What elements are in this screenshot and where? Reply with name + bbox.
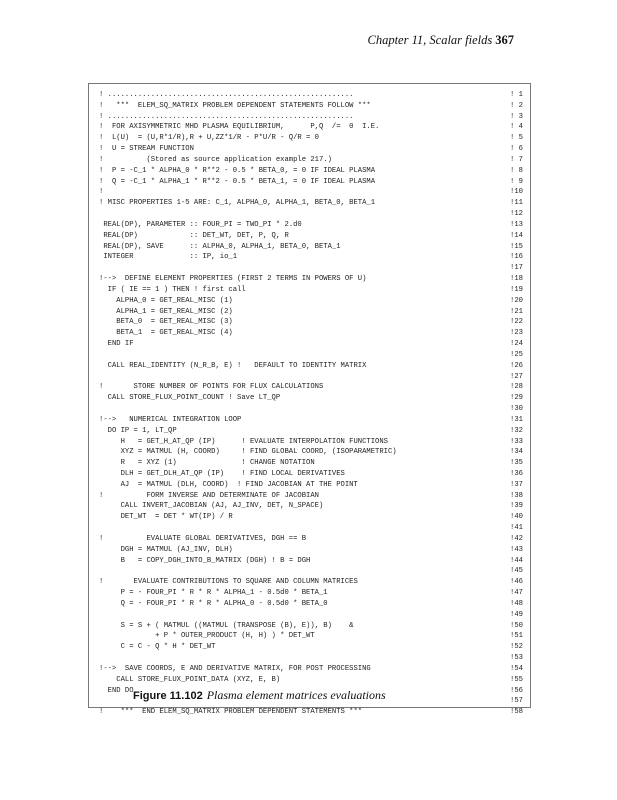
code-text: ! — [99, 188, 104, 197]
code-line — [99, 501, 529, 512]
line-number: !11 — [510, 199, 523, 208]
line-number: !23 — [510, 329, 523, 338]
line-number: !17 — [510, 264, 523, 273]
code-text: ! *** ELEM_SQ_MATRIX PROBLEM DEPENDENT STATEMENTS FOLLOW *** — [99, 101, 371, 110]
code-line — [99, 534, 529, 545]
code-line — [99, 404, 529, 415]
line-number: ! 2 — [510, 101, 523, 110]
code-text: S = S + ( MATMUL ((MATMUL (TRANSPOSE (B), E)), B) & — [99, 621, 354, 630]
code-line — [99, 263, 529, 274]
line-number: !54 — [510, 664, 523, 673]
line-number: !57 — [510, 697, 523, 706]
code-line — [99, 588, 529, 599]
code-line — [99, 545, 529, 556]
code-text: ALPHA_0 = GET_REAL_MISC (1) — [99, 296, 233, 305]
line-number: ! 9 — [510, 177, 523, 186]
code-line — [99, 426, 529, 437]
line-number: !43 — [510, 545, 523, 554]
line-number: !32 — [510, 426, 523, 435]
line-number: !29 — [510, 394, 523, 403]
line-number: !18 — [510, 275, 523, 284]
code-line — [99, 144, 529, 155]
line-number: !37 — [510, 480, 523, 489]
code-text: INTEGER :: IP, io_1 — [99, 253, 238, 262]
line-number: !35 — [510, 459, 523, 468]
page-number: 367 — [495, 33, 514, 47]
code-line — [99, 480, 529, 491]
code-text: !--> NUMERICAL INTEGRATION LOOP — [99, 415, 242, 424]
line-number: !48 — [510, 599, 523, 608]
line-number: !58 — [510, 708, 523, 717]
code-line — [99, 122, 529, 133]
line-number: !20 — [510, 296, 523, 305]
code-line — [99, 566, 529, 577]
code-line — [99, 220, 529, 231]
line-number: !12 — [510, 210, 523, 219]
code-line — [99, 187, 529, 198]
line-number: !26 — [510, 361, 523, 370]
line-number: !53 — [510, 654, 523, 663]
code-text: ! ......................................................... — [99, 112, 354, 121]
code-line — [99, 372, 529, 383]
code-text: ! FORM INVERSE AND DETERMINATE OF JACOBIAN — [99, 491, 319, 500]
code-text: DLH = GET_DLH_AT_QP (IP) ! FIND LOCAL DERIVATIVES — [99, 469, 345, 478]
line-number: !36 — [510, 469, 523, 478]
code-text: CALL STORE_FLUX_POINT_COUNT ! Save LT_QP — [99, 394, 281, 403]
line-number: !34 — [510, 448, 523, 457]
code-text: !--> DEFINE ELEMENT PROPERTIES (FIRST 2 TERMS IN POWERS OF U) — [99, 275, 367, 284]
code-line — [99, 437, 529, 448]
line-number: !52 — [510, 643, 523, 652]
line-number: ! 1 — [510, 91, 523, 99]
code-text: ! *** END ELEM_SQ_MATRIX PROBLEM DEPENDENT STATEMENTS *** — [99, 708, 363, 717]
line-number: !19 — [510, 285, 523, 294]
code-line — [99, 458, 529, 469]
code-text: + P * OUTER_PRODUCT (H, H) ) * DET_WT — [99, 632, 315, 641]
code-text: H = GET_H_AT_QP (IP) ! EVALUATE INTERPOLATION FUNCTIONS — [99, 437, 388, 446]
line-number: !27 — [510, 372, 523, 381]
code-text: BETA_0 = GET_REAL_MISC (3) — [99, 318, 233, 327]
code-line — [99, 512, 529, 523]
code-line — [99, 231, 529, 242]
line-number: !49 — [510, 610, 523, 619]
code-text: REAL(DP), PARAMETER :: FOUR_PI = TWO_PI * 2.d0 — [99, 220, 302, 229]
code-text: ! ......................................................... — [99, 91, 354, 99]
line-number: !44 — [510, 556, 523, 565]
code-text: ! FOR AXISYMMETRIC MHD PLASMA EQUILIBRIUM, P,Q /= 0 I.E. — [99, 123, 380, 132]
code-text: DGH = MATMUL (AJ_INV, DLH) — [99, 545, 233, 554]
line-number: ! 3 — [510, 112, 523, 121]
code-line — [99, 90, 529, 101]
code-line — [99, 621, 529, 632]
code-text: ! (Stored as source application example 217.) — [99, 155, 332, 164]
line-number: !15 — [510, 242, 523, 251]
line-number: !39 — [510, 502, 523, 511]
line-number: !56 — [510, 686, 523, 695]
code-text: R = XYZ (1) ! CHANGE NOTATION — [99, 459, 315, 468]
code-text: DET_WT = DET * WT(IP) / R — [99, 513, 233, 522]
line-number: ! 5 — [510, 134, 523, 143]
code-line — [99, 447, 529, 458]
code-text: Q = - FOUR_PI * R * R * ALPHA_0 - 0.5d0 * BETA_0 — [99, 599, 328, 608]
line-number: !40 — [510, 513, 523, 522]
figure-title: Plasma element matrices evaluations — [206, 688, 386, 702]
line-number: !42 — [510, 534, 523, 543]
code-text: B = COPY_DGH_INTO_B_MATRIX (DGH) ! B = DGH — [99, 556, 311, 565]
code-line — [99, 653, 529, 664]
line-number: ! 8 — [510, 166, 523, 175]
code-text: BETA_1 = GET_REAL_MISC (4) — [99, 329, 233, 338]
line-number: !47 — [510, 589, 523, 598]
code-text: REAL(DP), SAVE :: ALPHA_0, ALPHA_1, BETA_0, BETA_1 — [99, 242, 341, 251]
code-line — [99, 328, 529, 339]
line-number: !45 — [510, 567, 523, 576]
line-number: !10 — [510, 188, 523, 197]
code-text: END DO — [99, 686, 134, 695]
code-line — [99, 361, 529, 372]
code-text: REAL(DP) :: DET_WT, DET, P, Q, R — [99, 231, 289, 240]
code-line — [99, 350, 529, 361]
figure-label: Figure 11.102 — [133, 690, 203, 702]
line-number: !21 — [510, 307, 523, 316]
code-text: ALPHA_1 = GET_REAL_MISC (2) — [99, 307, 233, 316]
line-number: !38 — [510, 491, 523, 500]
line-number: !16 — [510, 253, 523, 262]
code-line — [99, 155, 529, 166]
code-line — [99, 393, 529, 404]
line-number: !28 — [510, 383, 523, 392]
code-text: ! L(U) = (U,R*1/R),R + U,ZZ*1/R - P*U/R - Q/R = 0 — [99, 134, 319, 143]
code-text: AJ = MATMUL (DLH, COORD) ! FIND JACOBIAN AT THE POINT — [99, 480, 358, 489]
code-line — [99, 675, 529, 686]
code-text: ! P = -C_1 * ALPHA_0 * R**2 - 0.5 * BETA_0, = 0 IF IDEAL PLASMA — [99, 166, 376, 175]
code-line — [99, 415, 529, 426]
code-text: END IF — [99, 340, 134, 349]
code-text: IF ( IE == 1 ) THEN ! first call — [99, 285, 246, 294]
code-text: CALL REAL_IDENTITY (N_R_B, E) ! DEFAULT TO IDENTITY MATRIX — [99, 361, 367, 370]
line-number: !25 — [510, 350, 523, 359]
code-line — [99, 556, 529, 567]
code-line — [99, 523, 529, 534]
code-line — [99, 285, 529, 296]
code-line — [99, 469, 529, 480]
code-text: ! EVALUATE CONTRIBUTIONS TO SQUARE AND COLUMN MATRICES — [99, 578, 358, 587]
code-line — [99, 339, 529, 350]
code-line — [99, 577, 529, 588]
code-text: P = - FOUR_PI * R * R * ALPHA_1 - 0.5d0 * BETA_1 — [99, 589, 328, 598]
chapter-title: Chapter 11, Scalar fields — [367, 33, 493, 47]
code-line — [99, 101, 529, 112]
line-number: !31 — [510, 415, 523, 424]
line-number: !13 — [510, 220, 523, 229]
code-text: DO IP = 1, LT_QP — [99, 426, 177, 435]
code-text: !--> SAVE COORDS, E AND DERIVATIVE MATRIX, FOR POST PROCESSING — [99, 664, 371, 673]
line-number: !24 — [510, 340, 523, 349]
code-text: CALL INVERT_JACOBIAN (AJ, AJ_INV, DET, N_SPACE) — [99, 502, 324, 511]
line-number: ! 4 — [510, 123, 523, 132]
code-text: ! EVALUATE GLOBAL DERIVATIVES, DGH == B — [99, 534, 307, 543]
line-number: !46 — [510, 578, 523, 587]
code-line — [99, 642, 529, 653]
running-header — [367, 33, 514, 48]
code-line — [99, 296, 529, 307]
line-number: !51 — [510, 632, 523, 641]
code-line — [99, 599, 529, 610]
code-text: ! Q = -C_1 * ALPHA_1 * R**2 - 0.5 * BETA_1, = 0 IF IDEAL PLASMA — [99, 177, 376, 186]
line-number: ! 6 — [510, 145, 523, 154]
code-text: CALL STORE_FLUX_POINT_DATA (XYZ, E, B) — [99, 675, 281, 684]
line-number: ! 7 — [510, 155, 523, 164]
code-line — [99, 242, 529, 253]
code-line — [99, 177, 529, 188]
line-number: !33 — [510, 437, 523, 446]
code-line — [99, 307, 529, 318]
code-text: C = C - Q * H * DET_WT — [99, 643, 216, 652]
code-line — [99, 252, 529, 263]
line-number: !22 — [510, 318, 523, 327]
figure-caption — [133, 688, 386, 703]
line-number: !50 — [510, 621, 523, 630]
code-line — [99, 198, 529, 209]
code-line — [99, 382, 529, 393]
code-text: XYZ = MATMUL (H, COORD) ! FIND GLOBAL COORD, (ISOPARAMETRIC) — [99, 448, 397, 457]
code-line — [99, 664, 529, 675]
code-text: ! MISC PROPERTIES 1-5 ARE: C_1, ALPHA_0, ALPHA_1, BETA_0, BETA_1 — [99, 199, 376, 208]
code-line — [99, 133, 529, 144]
code-text: ! STORE NUMBER OF POINTS FOR FLUX CALCULATIONS — [99, 383, 324, 392]
code-line — [99, 112, 529, 123]
code-line — [99, 166, 529, 177]
line-number: !30 — [510, 405, 523, 414]
line-number: !55 — [510, 675, 523, 684]
code-line — [99, 209, 529, 220]
line-number: !14 — [510, 231, 523, 240]
code-text: ! U = STREAM FUNCTION — [99, 145, 194, 154]
line-number: !41 — [510, 524, 523, 533]
code-line — [99, 274, 529, 285]
code-line — [99, 631, 529, 642]
code-line — [99, 491, 529, 502]
code-line — [99, 707, 529, 718]
code-listing — [99, 90, 529, 718]
code-line — [99, 317, 529, 328]
code-line — [99, 610, 529, 621]
